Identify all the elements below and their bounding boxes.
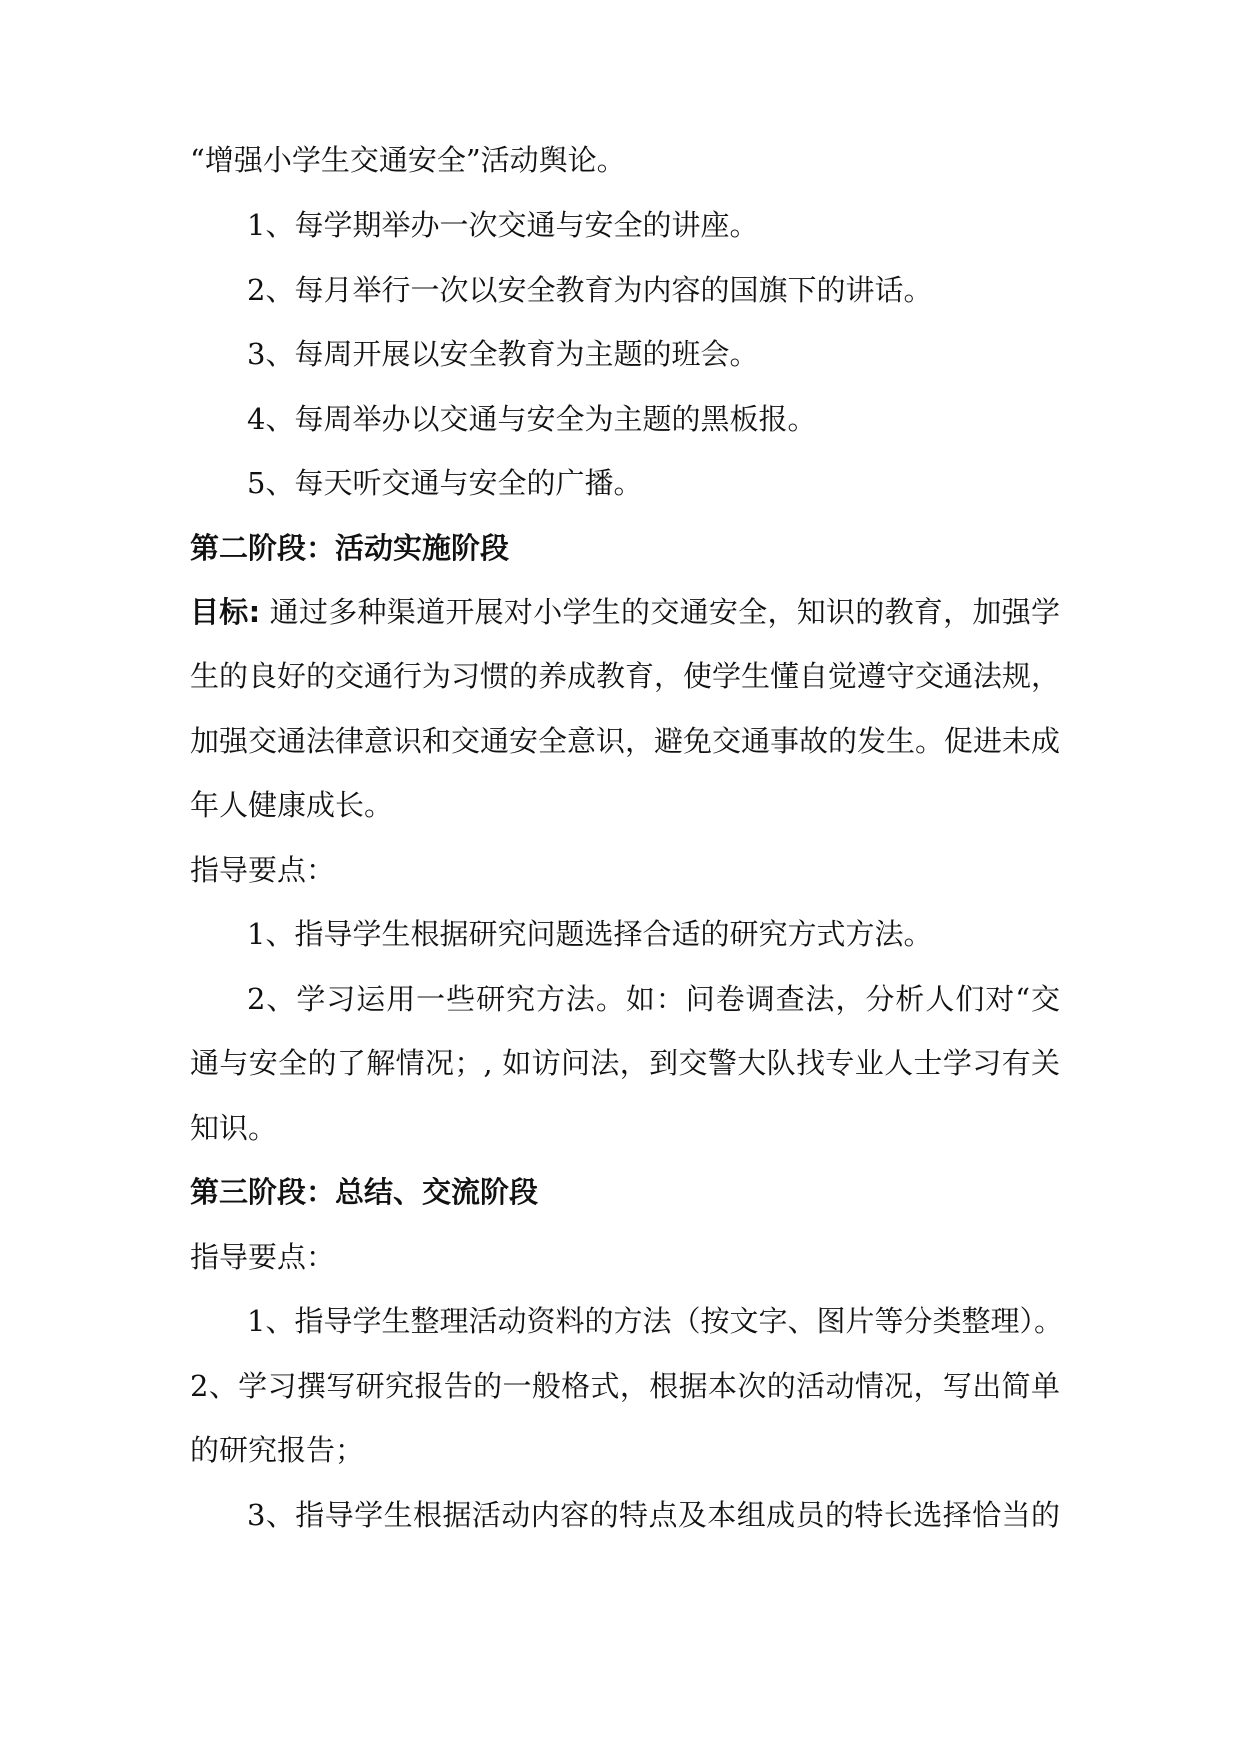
list-item: 3、每周开展以安全教育为主题的班会。	[247, 337, 759, 371]
paragraph-line: 通与安全的了解情况；, 如访问法，到交警大队找专业人士学习有关	[190, 1046, 1060, 1080]
section-heading-stage2: 第二阶段：活动实施阶段	[190, 531, 510, 565]
list-item: 4、每周举办以交通与安全为主题的黑板报。	[247, 402, 817, 436]
list-item: 1、指导学生根据研究问题选择合适的研究方式方法。	[247, 917, 933, 951]
list-item: 1、指导学生整理活动资料的方法（按文字、图片等分类整理）。	[247, 1304, 1063, 1338]
list-item: 1、每学期举办一次交通与安全的讲座。	[247, 208, 759, 242]
paragraph-line: “增强小学生交通安全”活动舆论。	[190, 143, 626, 177]
list-item: 2、学习运用一些研究方法。如：问卷调查法，分析人们对“交	[247, 982, 1060, 1016]
guide-label: 指导要点：	[190, 853, 336, 887]
list-item: 2、每月举行一次以安全教育为内容的国旗下的讲话。	[247, 273, 933, 307]
list-item: 5、每天听交通与安全的广播。	[247, 466, 643, 500]
paragraph-line: 年人健康成长。	[190, 788, 394, 822]
guide-label: 指导要点：	[190, 1240, 336, 1274]
goal-text: 通过多种渠道开展对小学生的交通安全，知识的教育，加强学	[260, 595, 1060, 629]
list-item: 3、指导学生根据活动内容的特点及本组成员的特长选择恰当的	[247, 1498, 1060, 1532]
paragraph-line: 的研究报告；	[190, 1433, 365, 1467]
paragraph-line: 知识。	[190, 1111, 278, 1145]
goal-label: 目标:	[190, 595, 261, 629]
paragraph-line: 生的良好的交通行为习惯的养成教育，使学生懂自觉遵守交通法规，	[190, 659, 1061, 693]
paragraph-line: 加强交通法律意识和交通安全意识，避免交通事故的发生。促进未成	[190, 724, 1061, 758]
section-heading-stage3: 第三阶段：总结、交流阶段	[190, 1175, 539, 1209]
list-item: 2、学习撰写研究报告的一般格式，根据本次的活动情况，写出简单	[190, 1369, 1060, 1403]
goal-line	[190, 592, 1060, 632]
